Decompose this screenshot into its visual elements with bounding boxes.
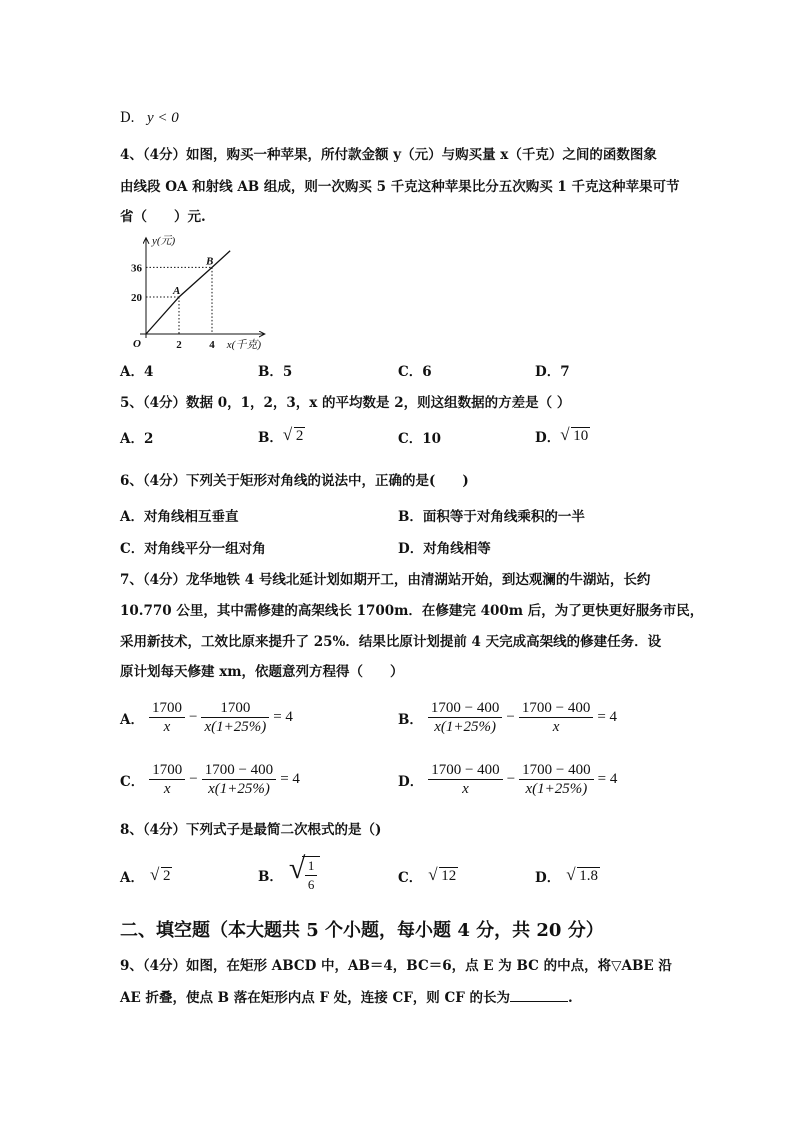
q5-option-b-sqrt: √ 2	[282, 425, 304, 444]
q7-stem-line4: 原计划每天修建 xm，依题意列方程得（ ）	[120, 664, 404, 680]
q7-option-c-label: C．	[120, 773, 145, 790]
minus-sign: −	[506, 709, 515, 725]
q4-stem-line2: 由线段 OA 和射线 AB 组成，则一次购买 5 千克这种苹果比分五次购买 1 千克这种苹果可节	[120, 179, 680, 195]
denominator: x	[149, 717, 185, 736]
q8-option-c[interactable]	[398, 866, 458, 886]
equals-four: = 4	[597, 771, 618, 787]
q9-answer-blank[interactable]	[510, 987, 568, 1002]
numerator: 1700 − 400	[430, 700, 500, 716]
q8-option-b-label: B．	[258, 869, 283, 885]
numerator: 1700 − 400	[204, 762, 274, 778]
fraction	[519, 761, 593, 798]
q7-option-a[interactable]	[120, 699, 296, 736]
q7-option-d-label: D．	[398, 773, 424, 790]
minus-sign: −	[506, 771, 516, 787]
q5-option-b-label: B．	[258, 430, 283, 446]
x-axis-label: x(千克)	[226, 339, 262, 351]
q8-option-c-sqrt: √ 12	[428, 865, 457, 884]
fraction	[428, 761, 502, 798]
y-tick-label-36: 36	[131, 262, 142, 275]
denominator: x(1+25%)	[519, 779, 593, 798]
numerator: 1700	[220, 700, 251, 716]
origin-label: O	[133, 338, 141, 350]
equals-four: = 4	[273, 709, 293, 725]
q5-option-d[interactable]	[535, 426, 590, 446]
q7-stem-line1: 7、（4分）龙华地铁 4 号线北延计划如期开工，由清湖站开始，到达观澜的牛湖站，长约	[120, 572, 651, 588]
q5-option-d-label: D．	[535, 430, 561, 446]
q6-option-c[interactable]: C．对角线平分一组对角	[120, 541, 266, 557]
q8-option-c-label: C．	[398, 870, 423, 886]
denominator: x	[519, 717, 593, 736]
q5-option-b-radicand: 2	[295, 428, 304, 444]
numerator: 1700 − 400	[522, 762, 591, 778]
q3-option-d-expr: y < 0	[146, 110, 179, 126]
fraction	[202, 761, 276, 798]
denominator: x(1+25%)	[201, 717, 269, 736]
q8-option-b-sqrt: √ $\frac{1}{6}$	[289, 856, 321, 894]
numerator: 1700	[151, 700, 182, 716]
minus-sign: −	[189, 771, 198, 787]
equals-four: = 4	[280, 771, 300, 787]
numerator: 1700 − 400	[431, 762, 500, 778]
q9-stem-line2	[120, 987, 573, 1008]
q5-option-b[interactable]	[258, 426, 305, 446]
q7-stem-line3: 采用新技术，工效比原来提升了 25%．结果比原计划提前 4 天完成高架线的修建任务．设	[120, 634, 662, 650]
q9-stem-line2-end: .	[568, 990, 573, 1006]
q8-option-d-sqrt: √ 1.8	[566, 865, 598, 884]
denominator: x	[428, 779, 502, 798]
radicand: 12	[441, 868, 457, 884]
fraction	[201, 699, 269, 736]
series-line-oab	[146, 251, 230, 334]
denominator: x	[149, 779, 185, 798]
q8-option-b[interactable]	[258, 852, 320, 894]
x-tick-label-4: 4	[209, 339, 215, 351]
numerator: 1700	[152, 762, 183, 778]
q4-stem-line3: 省（ ）元.	[120, 209, 206, 225]
q7-stem-line2: 10.770 公里，其中需修建的高架线长 1700m．在修建完 400m 后，为了更快更好服务市民，	[120, 603, 704, 619]
q5-option-a[interactable]: A．2	[120, 431, 154, 447]
q8-option-a-sqrt: √ 2	[149, 865, 171, 884]
fraction	[149, 761, 185, 798]
y-tick-label-20: 20	[131, 292, 142, 304]
equals-four: = 4	[597, 709, 618, 725]
q7-option-b[interactable]	[398, 699, 620, 736]
q5-option-d-sqrt: √ 10	[560, 425, 589, 444]
q7-option-c[interactable]	[120, 761, 303, 798]
denominator: x(1+25%)	[428, 717, 502, 736]
q6-option-a[interactable]: A．对角线相互垂直	[120, 509, 239, 525]
numerator: 1	[307, 858, 315, 873]
fraction	[149, 699, 185, 736]
q8-stem: 8、（4分）下列式子是最简二次根式的是（)	[120, 822, 382, 838]
q3-option-d	[120, 108, 179, 128]
fraction	[305, 857, 318, 894]
minus-sign: −	[188, 709, 198, 725]
q8-option-d-label: D．	[535, 870, 561, 886]
radicand: 1.8	[579, 868, 598, 884]
q4-stem-line1: 4、（4分）如图，购买一种苹果，所付款金额 y（元）与购买量 x（千克）之间的函数图象	[120, 147, 657, 163]
q6-stem: 6、（4分）下列关于矩形对角线的说法中，正确的是( )	[120, 473, 469, 489]
denominator: 6	[305, 875, 318, 894]
q5-option-d-radicand: 10	[573, 428, 589, 444]
numerator: 1700 − 400	[521, 700, 591, 716]
fraction	[519, 699, 593, 736]
q8-option-d[interactable]	[535, 866, 600, 886]
q4-option-b[interactable]: B．5	[258, 364, 293, 380]
q6-option-d[interactable]: D．对角线相等	[398, 541, 491, 557]
point-label-B: B	[206, 255, 214, 268]
q8-option-a[interactable]	[120, 866, 172, 886]
fraction	[428, 699, 502, 736]
q6-option-b[interactable]: B．面积等于对角线乘积的一半	[398, 509, 585, 525]
section-title-fill-in: 二、填空题（本大题共 5 个小题，每小题 4 分，共 20 分）	[120, 920, 604, 941]
q7-option-b-label: B．	[398, 711, 423, 728]
denominator: x(1+25%)	[202, 779, 276, 798]
q5-option-c[interactable]: C．10	[398, 431, 442, 447]
q7-option-a-label: A．	[120, 711, 144, 728]
q3-option-d-label: D.	[120, 110, 135, 126]
q4-function-graph	[118, 232, 288, 354]
q8-option-a-label: A．	[120, 870, 144, 886]
q7-option-d[interactable]	[398, 761, 620, 798]
q5-stem: 5、（4分）数据 0，1，2，3，x 的平均数是 2，则这组数据的方差是（ ）	[120, 395, 571, 411]
q9-stem-line1: 9、（4分）如图，在矩形 ABCD 中，AB＝4，BC＝6，点 E 为 BC 的中点，将▽ABE 沿	[120, 958, 672, 974]
point-label-A: A	[173, 285, 181, 297]
q4-option-d[interactable]: D．7	[535, 364, 570, 380]
q4-option-a[interactable]: A．4	[120, 364, 154, 380]
radicand: 2	[162, 868, 171, 884]
q9-stem-line2-text: AE 折叠，使点 B 落在矩形内点 F 处，连接 CF，则 CF 的长为	[120, 990, 511, 1006]
y-axis-label: y(元)	[152, 235, 176, 247]
q4-option-c[interactable]: C．6	[398, 364, 432, 380]
x-tick-label-2: 2	[176, 339, 182, 351]
